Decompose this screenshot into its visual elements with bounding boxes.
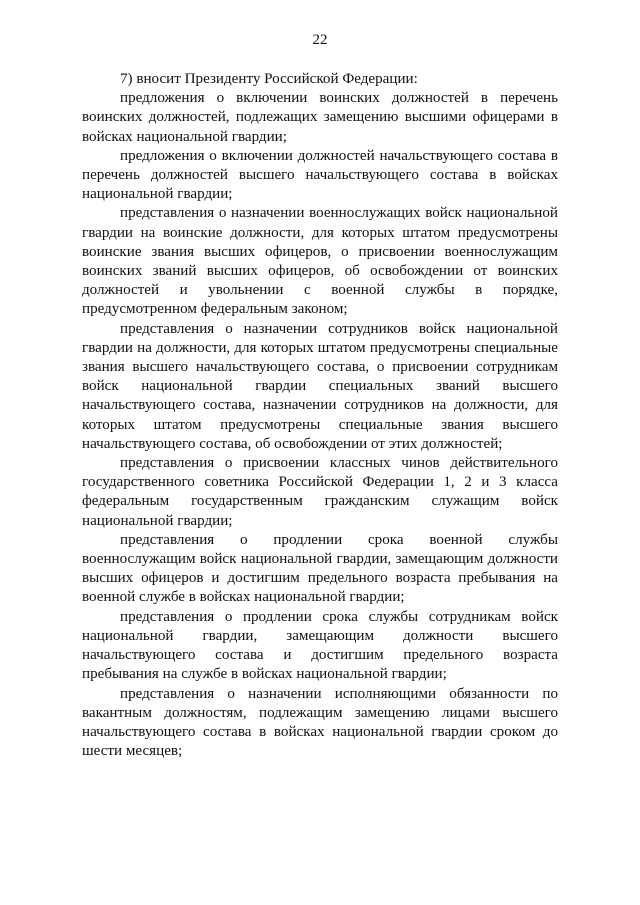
page-number: 22 [312,32,328,48]
paragraph-service-extension: представления о продлении срока службы сотрудникам войск национальной гвардии, замещающим должности высшего начальствующего состава и достигшим предельного возраста пребывания на службе в войсках национальной гвардии; [82,608,558,683]
document-body [82,70,558,761]
paragraph-military-service-extension: представления о продлении срока военной службы военнослужащим войск национальной гвардии, замещающим должности высших офицеров и достигшим предельного возраста пребывания на военной службе в войсках национальной гвардии; [82,531,558,606]
paragraph-command-staff-positions-list: предложения о включении должностей начальствующего состава в перечень должностей высшего начальствующего состава в войсках национальной гвардии; [82,147,558,203]
paragraph-staff-appointment: представления о назначении сотрудников войск национальной гвардии на должности, для которых штатом предусмотрены специальные звания высшего начальствующего состава, о присвоении сотрудникам войск национальной гвардии специальных званий высшего начальствующего состава, назначении сотрудников на должности, для которых штатом предусмотрены специальные звания высшего начальствующего состава, об освобождении от этих должностей; [82,320,558,452]
paragraph-class-ranks: представления о присвоении классных чинов действительного государственного советника Российской Федерации 1, 2 и 3 класса федеральным государственным гражданским служащим войск национальной гвардии; [82,455,558,529]
paragraph-servicemen-appointment: представления о назначении военнослужащих войск национальной гвардии на воинские должности, для которых штатом предусмотрены воинские звания высших офицеров, о присвоении военнослужащим воинских званий высших офицеров, об освобождении от воинских должностей и увольнении с военной службы в порядке, предусмотренном федеральным законом; [82,205,558,318]
paragraph-military-positions-list: предложения о включении воинских должностей в перечень воинских должностей, подлежащих замещению высшими офицерами в войсках национальной гвардии; [82,90,558,145]
paragraph-acting-appointment: представления о назначении исполняющими обязанности по вакантным должностям, подлежащим замещению лицами высшего начальствующего состава в войсках национальной гвардии сроком до шести месяцев; [82,685,558,760]
paragraph-item-7-heading: 7) вносит Президенту Российской Федерации: [120,71,418,87]
